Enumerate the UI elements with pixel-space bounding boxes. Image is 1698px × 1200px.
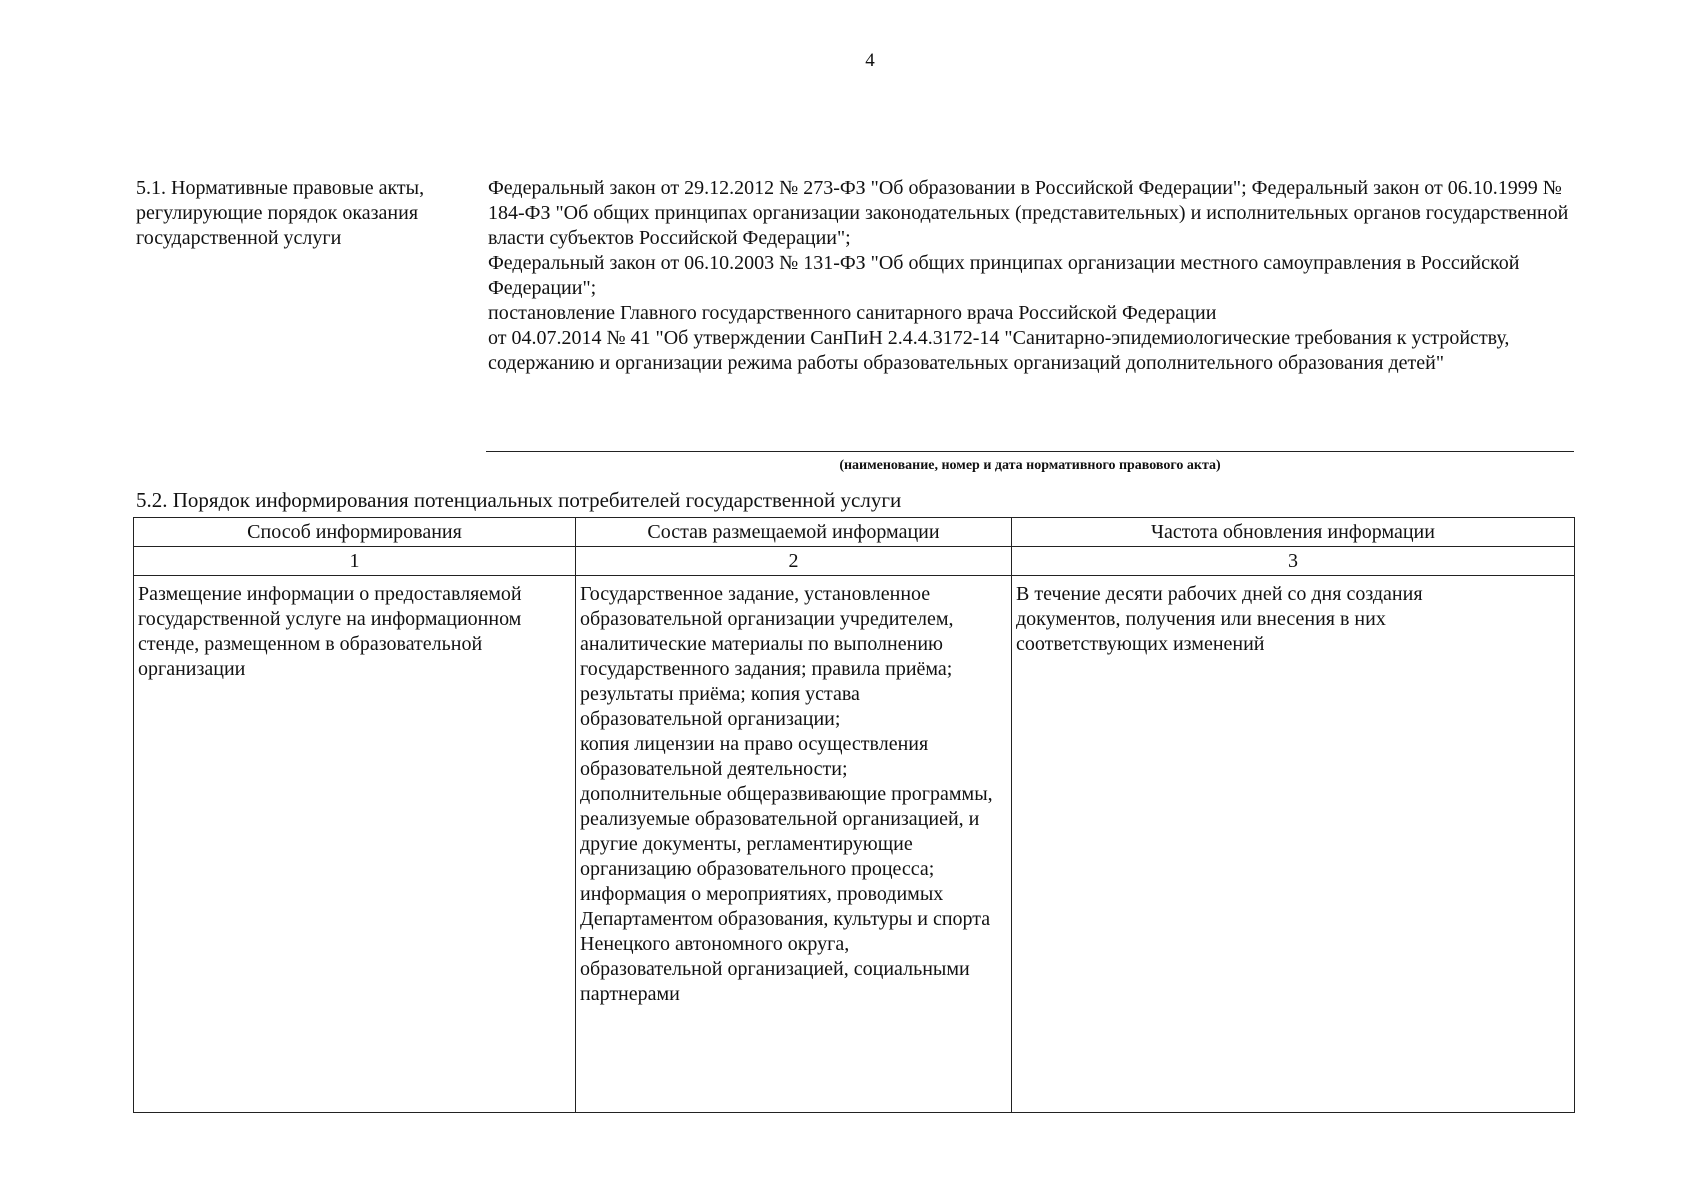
cell-line: партнерами	[580, 983, 680, 1005]
cell-line: государственной услуге на информационном	[138, 608, 522, 630]
legal-act-item: Федеральный закон от 06.10.2003 № 131-ФЗ "Об общих принципах организации местного самоуправления в Российской Федерации";	[488, 252, 1520, 299]
information-table	[133, 517, 1575, 1113]
header-method: Способ информирования	[134, 518, 576, 547]
column-number: 2	[576, 547, 1012, 576]
cell-line: организацию образовательного процесса;	[580, 858, 935, 880]
cell-line: образовательной организацией, социальными	[580, 958, 970, 980]
cell-line: документов, получения или внесения в них	[1016, 608, 1386, 630]
header-frequency: Частота обновления информации	[1012, 518, 1575, 547]
cell-line: другие документы, регламентирующие	[580, 833, 913, 855]
cell-line: стенде, размещенном в образовательной	[138, 633, 483, 655]
cell-line: Государственное задание, установленное	[580, 583, 931, 605]
legal-acts-list	[488, 176, 1573, 376]
cell-line: копия лицензии на право осуществления	[580, 733, 929, 755]
cell-line: информация о мероприятиях, проводимых	[580, 883, 944, 905]
cell-line: образовательной организации учредителем,	[580, 608, 954, 630]
section-5-1-label: 5.1. Нормативные правовые акты, регулирующие порядок оказания государственной услуги	[136, 177, 425, 249]
cell-line: соответствующих изменений	[1016, 633, 1265, 655]
cell-line: аналитические материалы по выполнению	[580, 633, 943, 655]
method-cell	[134, 576, 576, 1113]
cell-line: результаты приёма; копия устава	[580, 683, 860, 705]
cell-line: Департаментом образования, культуры и спорта	[580, 908, 991, 930]
column-number: 3	[1012, 547, 1575, 576]
table-header-row	[134, 518, 1575, 547]
header-content: Состав размещаемой информации	[576, 518, 1012, 547]
act-caption: (наименование, номер и дата нормативного правового акта)	[839, 458, 1221, 473]
legal-act-item: постановление Главного государственного санитарного врача Российской Федерации	[488, 302, 1217, 324]
table-number-row	[134, 547, 1575, 576]
cell-line: образовательной организации;	[580, 708, 841, 730]
cell-line: Ненецкого автономного округа,	[580, 933, 850, 955]
section-5-2-title: 5.2. Порядок информирования потенциальных потребителей государственной услуги	[136, 488, 902, 512]
cell-line: дополнительные общеразвивающие программы,	[580, 783, 993, 805]
legal-act-item: Федеральный закон от 29.12.2012 № 273-ФЗ "Об образовании в Российской Федерации"; Федеральный закон от 06.10.1999 № 184-ФЗ "Об общих принципах организации законодательных (представительных) и исполнительных органов государственной власти субъектов Российской Федерации";	[488, 177, 1569, 249]
cell-line: В течение десяти рабочих дней со дня создания	[1016, 583, 1423, 605]
frequency-cell	[1012, 576, 1575, 1113]
column-number: 1	[134, 547, 576, 576]
cell-line: государственного задания; правила приёма;	[580, 658, 953, 680]
cell-line: организации	[138, 658, 246, 680]
table-row	[134, 576, 1575, 1113]
cell-line: образовательной деятельности;	[580, 758, 848, 780]
act-underline	[486, 451, 1574, 452]
content-cell	[576, 576, 1012, 1113]
page-number: 4	[865, 50, 875, 71]
cell-line: реализуемые образовательной организацией, и	[580, 808, 980, 830]
legal-act-item: от 04.07.2014 № 41 "Об утверждении СанПиН 2.4.4.3172-14 "Санитарно-эпидемиологические требования к устройству, содержанию и организации режима работы образовательных организаций дополнительного образования детей"	[488, 327, 1510, 374]
cell-line: Размещение информации о предоставляемой	[138, 583, 522, 605]
